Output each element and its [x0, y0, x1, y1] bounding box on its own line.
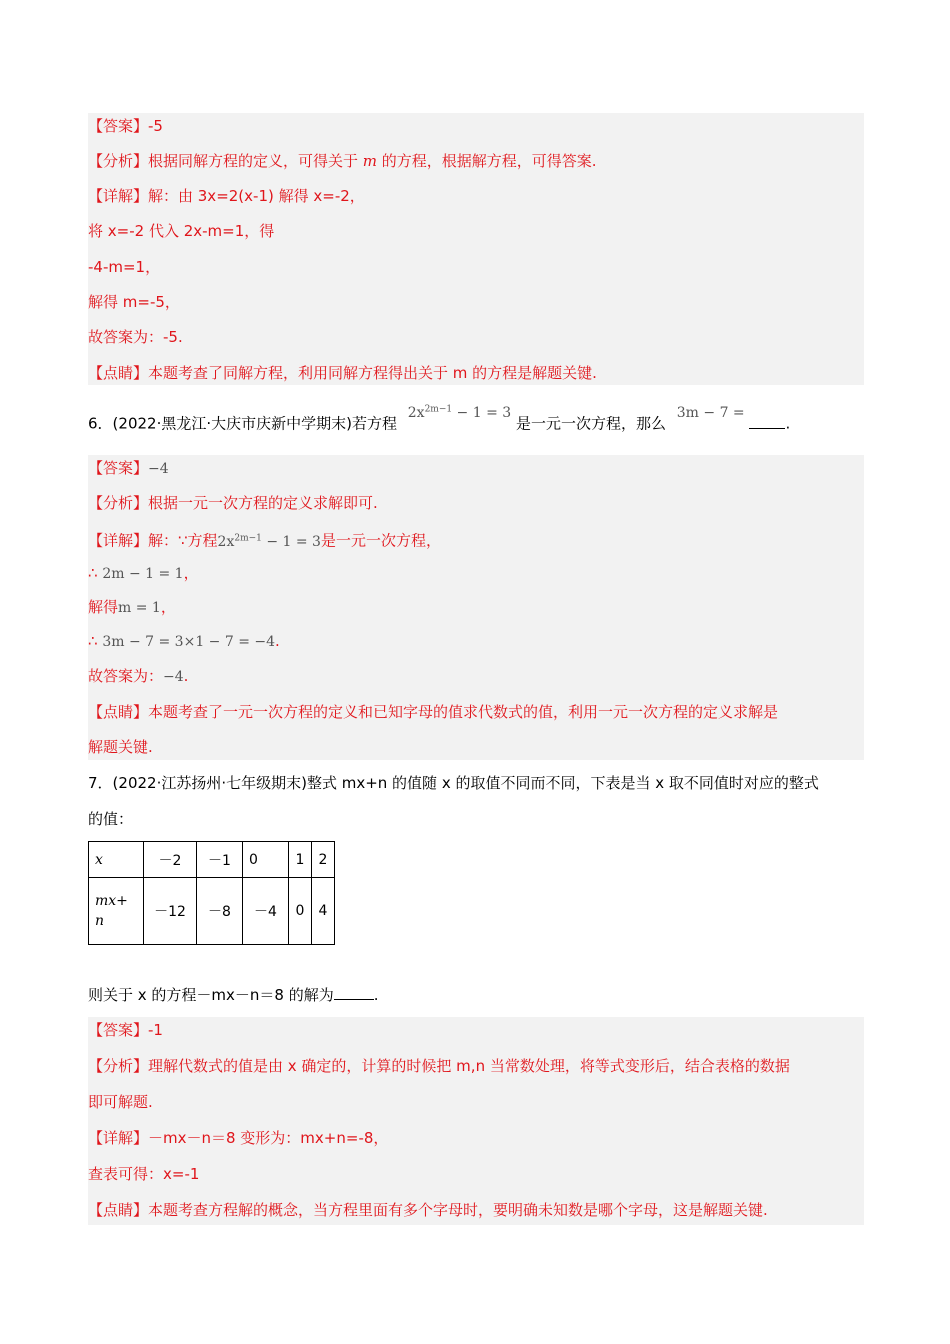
q7-answer: 【答案】-1	[88, 1021, 163, 1039]
q6-stem: 6．(2022·黑龙江·大庆市庆新中学期末)若方程 $2x^{2m-1} - 1 = 3$ 是一元一次方程，那么 3m − 7 = .	[88, 404, 791, 433]
q6-detail-line2: ∴ 2m − 1 = 1，	[88, 564, 199, 582]
table-cell: 0	[289, 878, 312, 945]
q6-answer-blank	[749, 414, 785, 429]
q7-analysis-line2: 即可解题.	[88, 1093, 153, 1111]
table-cell: －8	[197, 878, 243, 945]
table-cell: －4	[243, 878, 289, 945]
table-row	[89, 878, 335, 945]
q5-detail-line4: 解得 m=-5，	[88, 293, 180, 311]
table-cell: －12	[144, 878, 197, 945]
q5-detail: 【详解】解：由 3x=2(x-1) 解得 x=-2，	[88, 187, 365, 205]
q6-comment: 【点睛】本题考查了一元一次方程的定义和已知字母的值求代数式的值，利用一元一次方程的定义求解是	[88, 703, 779, 721]
q6-detail-line4: ∴ 3m − 7 = 3×1 − 7 = −4.	[88, 632, 280, 650]
table-row	[89, 842, 335, 878]
table-cell: mx+ n	[89, 878, 144, 945]
table-cell: 0	[243, 842, 289, 878]
q7-stem-line2: 的值：	[88, 810, 134, 828]
q5-analysis: 【分析】根据同解方程的定义，可得关于 m 的方程，根据解方程，可得答案.	[88, 152, 597, 170]
q6-answer: 【答案】−4	[88, 459, 169, 477]
q7-value-table	[88, 841, 335, 945]
q6-comment-line2: 解题关键.	[88, 738, 153, 756]
table-cell: x	[89, 842, 144, 878]
q6-detail-line3: 解得m = 1，	[88, 598, 176, 616]
q5-answer: 【答案】-5	[88, 117, 163, 135]
q7-detail: 【详解】－mx－n＝8 变形为：mx+n=-8，	[88, 1129, 389, 1147]
table-cell: 2	[312, 842, 335, 878]
q6-equation: $2x^{2m-1} - 1 = 3$	[407, 404, 512, 421]
q6-detail-line5: 故答案为：−4.	[88, 667, 189, 685]
table-cell: 4	[312, 878, 335, 945]
q6-expression: 3m − 7 =	[676, 404, 745, 421]
table-cell: －1	[197, 842, 243, 878]
q7-comment: 【点睛】本题考查方程解的概念，当方程里面有多个字母时，要明确未知数是哪个字母，这是解题关键.	[88, 1201, 768, 1219]
table-cell: 1	[289, 842, 312, 878]
q6-detail: 【详解】解：∵方程$2x^{2m-1} - 1 = 3$是一元一次方程，	[88, 531, 441, 550]
q6-analysis: 【分析】根据一元一次方程的定义求解即可.	[88, 494, 378, 512]
q5-comment: 【点睛】本题考查了同解方程，利用同解方程得出关于 m 的方程是解题关键.	[88, 364, 597, 382]
q7-detail-line2: 查表可得：x=-1	[88, 1165, 200, 1183]
q7-question: 则关于 x 的方程－mx－n＝8 的解为 .	[88, 986, 379, 1004]
table-cell: －2	[144, 842, 197, 878]
q5-detail-line2: 将 x=-2 代入 2x-m=1，得	[88, 222, 275, 240]
q7-answer-blank	[334, 985, 374, 1000]
q5-detail-line3: -4-m=1，	[88, 258, 161, 276]
q7-solution-background	[88, 1017, 864, 1225]
q5-detail-line5: 故答案为：-5.	[88, 328, 183, 346]
q7-stem: 7．(2022·江苏扬州·七年级期末)整式 mx+n 的值随 x 的取值不同而不同，下表是当 x 取不同值时对应的整式	[88, 774, 819, 792]
q7-analysis: 【分析】理解代数式的值是由 x 确定的，计算的时候把 m,n 当常数处理，将等式变形后，结合表格的数据	[88, 1057, 790, 1075]
